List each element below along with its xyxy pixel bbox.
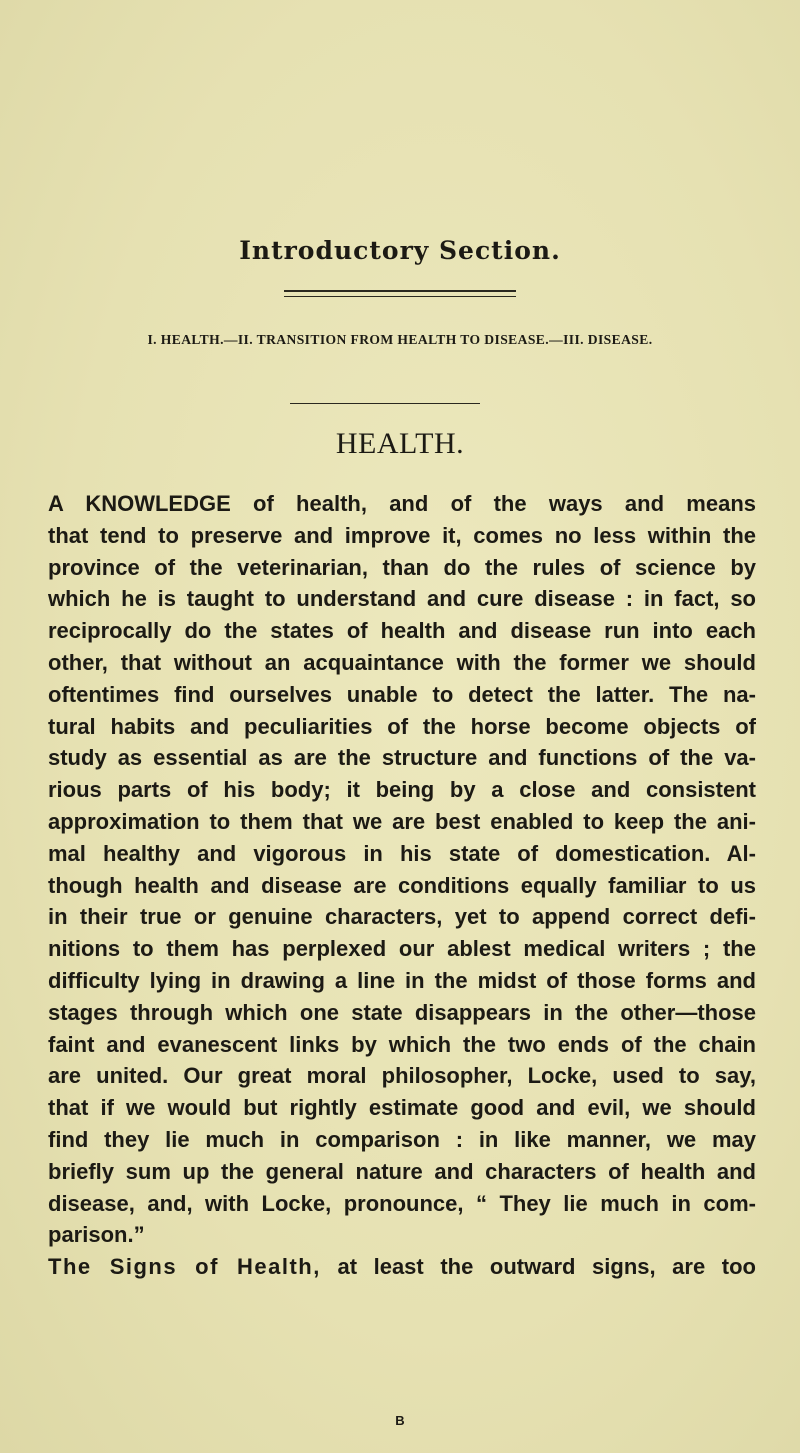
text-line: mal healthy and vigorous in his state of domestication. Al- [48, 840, 756, 866]
text-line: tural habits and peculiarities of the horse become objects of [48, 713, 756, 739]
title-rule [290, 403, 480, 404]
contents-line: I. HEALTH.—II. TRANSITION FROM HEALTH TO DISEASE.—III. DISEASE. [147, 332, 653, 347]
text-line: disease, and, with Locke, pronounce, “ They lie much in com- [48, 1190, 756, 1216]
section-heading: Introductory Section. [239, 236, 561, 265]
text-line: A KNOWLEDGE of health, and of the ways and means [48, 491, 756, 516]
text-line: that if we would but rightly estimate good and evil, we should [48, 1095, 756, 1121]
text-line: other, that without an acquaintance with the former we should [48, 649, 756, 675]
text-line: stages through which one state disappears in the other—those [48, 999, 756, 1025]
text-line: province of the veterinarian, than do the rules of science by [48, 554, 756, 580]
text-line: rious parts of his body; it being by a close and consistent [48, 777, 756, 803]
text-line: reciprocally do the states of health and disease run into each [48, 618, 756, 644]
body-paragraphs [48, 488, 756, 1283]
text-line: oftentimes find ourselves unable to detect the latter. The na- [48, 681, 756, 707]
heading-rule-bottom [284, 296, 516, 297]
text-line: approximation to them that we are best enabled to keep the ani- [48, 808, 756, 834]
text-line: nitions to them has perplexed our ablest medical writers ; the [48, 936, 756, 962]
text-line-signs [48, 1251, 756, 1283]
text-line: in their true or genuine characters, yet to append correct defi- [48, 904, 756, 930]
text-line: parison.” [48, 1222, 145, 1248]
text-line: that tend to preserve and improve it, comes no less within the [48, 522, 756, 548]
signs-of-health-lead: The Signs of Health, [48, 1254, 321, 1280]
text-line: difficulty lying in drawing a line in the midst of those forms and [48, 967, 756, 993]
text-line: are united. Our great moral philosopher, Locke, used to say, [48, 1063, 756, 1089]
signature-mark: B [395, 1413, 405, 1428]
heading-rule-top [284, 290, 516, 292]
text-line: faint and evanescent links by which the two ends of the chain [48, 1031, 756, 1057]
chapter-title: HEALTH. [335, 427, 465, 460]
signs-of-health-rest: at least the outward signs, are too [320, 1254, 756, 1280]
text-line: find they lie much in comparison : in like manner, we may [48, 1126, 756, 1152]
text-line: briefly sum up the general nature and characters of health and [48, 1158, 756, 1184]
text-line: which he is taught to understand and cure disease : in fact, so [48, 586, 756, 612]
text-line: study as essential as are the structure and functions of the va- [48, 745, 756, 771]
text-line: though health and disease are conditions equally familiar to us [48, 872, 756, 898]
